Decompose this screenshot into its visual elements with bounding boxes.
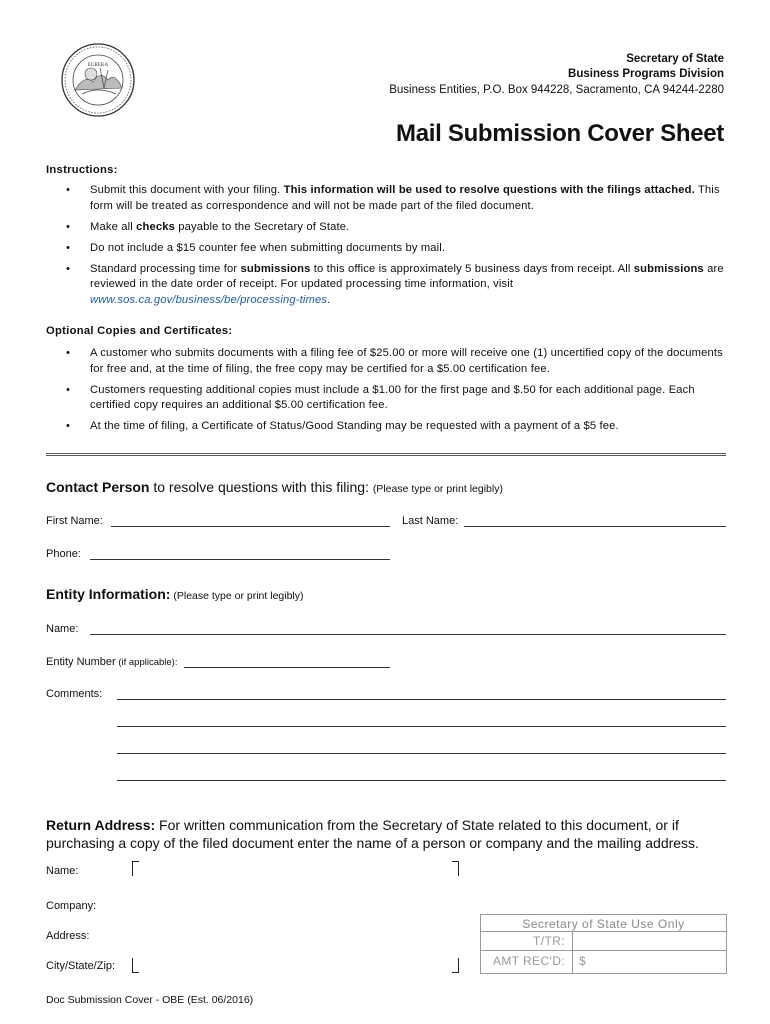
- comments-field[interactable]: [117, 753, 726, 754]
- return-address-input-area[interactable]: [132, 861, 459, 973]
- first-name-field[interactable]: [111, 526, 390, 527]
- header-agency: Secretary of State: [626, 53, 724, 65]
- comments-field[interactable]: [117, 780, 726, 781]
- form-footer: Doc Submission Cover - OBE (Est. 06/2016): [46, 994, 254, 1006]
- state-seal-logo: [60, 42, 136, 118]
- first-name-label: First Name:: [46, 515, 103, 527]
- company-label: Company:: [46, 900, 97, 912]
- list-item: • Submit this document with your filing. This information will be used to resolve questions with the filings attached. This form will be treated as correspondence and will not be made part of the filed document.: [46, 183, 726, 214]
- comments-label: Comments:: [46, 688, 103, 700]
- optional-copies-heading: Optional Copies and Certificates:: [46, 325, 233, 337]
- bracket-top-left: [132, 861, 139, 876]
- instructions-heading: Instructions:: [46, 164, 118, 176]
- return-name-label: Name:: [46, 865, 79, 877]
- entity-heading: Entity Information: (Please type or print legibly): [46, 586, 304, 602]
- city-state-zip-label: City/State/Zip:: [46, 960, 116, 972]
- phone-field[interactable]: [90, 559, 390, 560]
- list-item: • Do not include a $15 counter fee when submitting documents by mail.: [46, 241, 726, 257]
- entity-name-field[interactable]: [90, 634, 726, 635]
- bracket-bottom-left: [132, 958, 139, 973]
- last-name-field[interactable]: [464, 526, 726, 527]
- bracket-top-right: [452, 861, 459, 876]
- sos-use-only-box: [480, 914, 727, 974]
- optional-copies-list: [46, 346, 726, 440]
- ttr-label: T/TR:: [533, 934, 565, 948]
- header-division: Business Programs Division: [568, 68, 724, 80]
- list-item: • At the time of filing, a Certificate of Status/Good Standing may be requested with a payment of a $5 fee.: [46, 419, 726, 435]
- phone-label: Phone:: [46, 548, 81, 560]
- header-address: Business Entities, P.O. Box 944228, Sacramento, CA 94244-2280: [389, 84, 724, 96]
- list-item: • Make all checks payable to the Secretary of State.: [46, 220, 726, 236]
- bracket-bottom-right: [452, 958, 459, 973]
- amt-recd-label: AMT REC'D:: [492, 954, 565, 968]
- sos-use-only-title: Secretary of State Use Only: [522, 917, 685, 931]
- list-item: • Customers requesting additional copies must include a $1.00 for the first page and $.50 for each additional page. Each certified copy requires an additional $5.00 certification fee.: [46, 383, 726, 414]
- processing-times-link[interactable]: www.sos.ca.gov/business/be/processing-times: [90, 293, 328, 306]
- entity-number-label: Entity Number (if applicable):: [46, 656, 178, 668]
- svg-text:EUREKA: EUREKA: [87, 63, 109, 68]
- dollar-sign: $: [579, 954, 586, 968]
- entity-name-label: Name:: [46, 623, 79, 635]
- address-label: Address:: [46, 930, 90, 942]
- comments-field[interactable]: [117, 699, 726, 700]
- list-item: • A customer who submits documents with a filing fee of $25.00 or more will receive one (1) uncertified copy of the documents for free and, at the time of filing, the free copy may be certified for a $5.00 certification fee.: [46, 346, 726, 377]
- comments-field[interactable]: [117, 726, 726, 727]
- return-address-heading: Return Address: For written communication from the Secretary of State related to this document, or if purchasing a copy of the filed document enter the name of a person or company and the mailing address.: [46, 817, 699, 851]
- last-name-label: Last Name:: [402, 515, 459, 527]
- list-item: • Standard processing time for submissions to this office is approximately 5 business days from receipt. All submissions are reviewed in the date order of receipt. For updated processing time information, visit www.sos.ca.gov/business/be/processing-times.: [46, 262, 726, 309]
- contact-heading: Contact Person to resolve questions with this filing: (Please type or print legibly): [46, 479, 503, 495]
- page-title: Mail Submission Cover Sheet: [396, 120, 724, 147]
- entity-number-field[interactable]: [184, 667, 390, 668]
- section-divider: [46, 453, 726, 456]
- instructions-list: [46, 183, 726, 314]
